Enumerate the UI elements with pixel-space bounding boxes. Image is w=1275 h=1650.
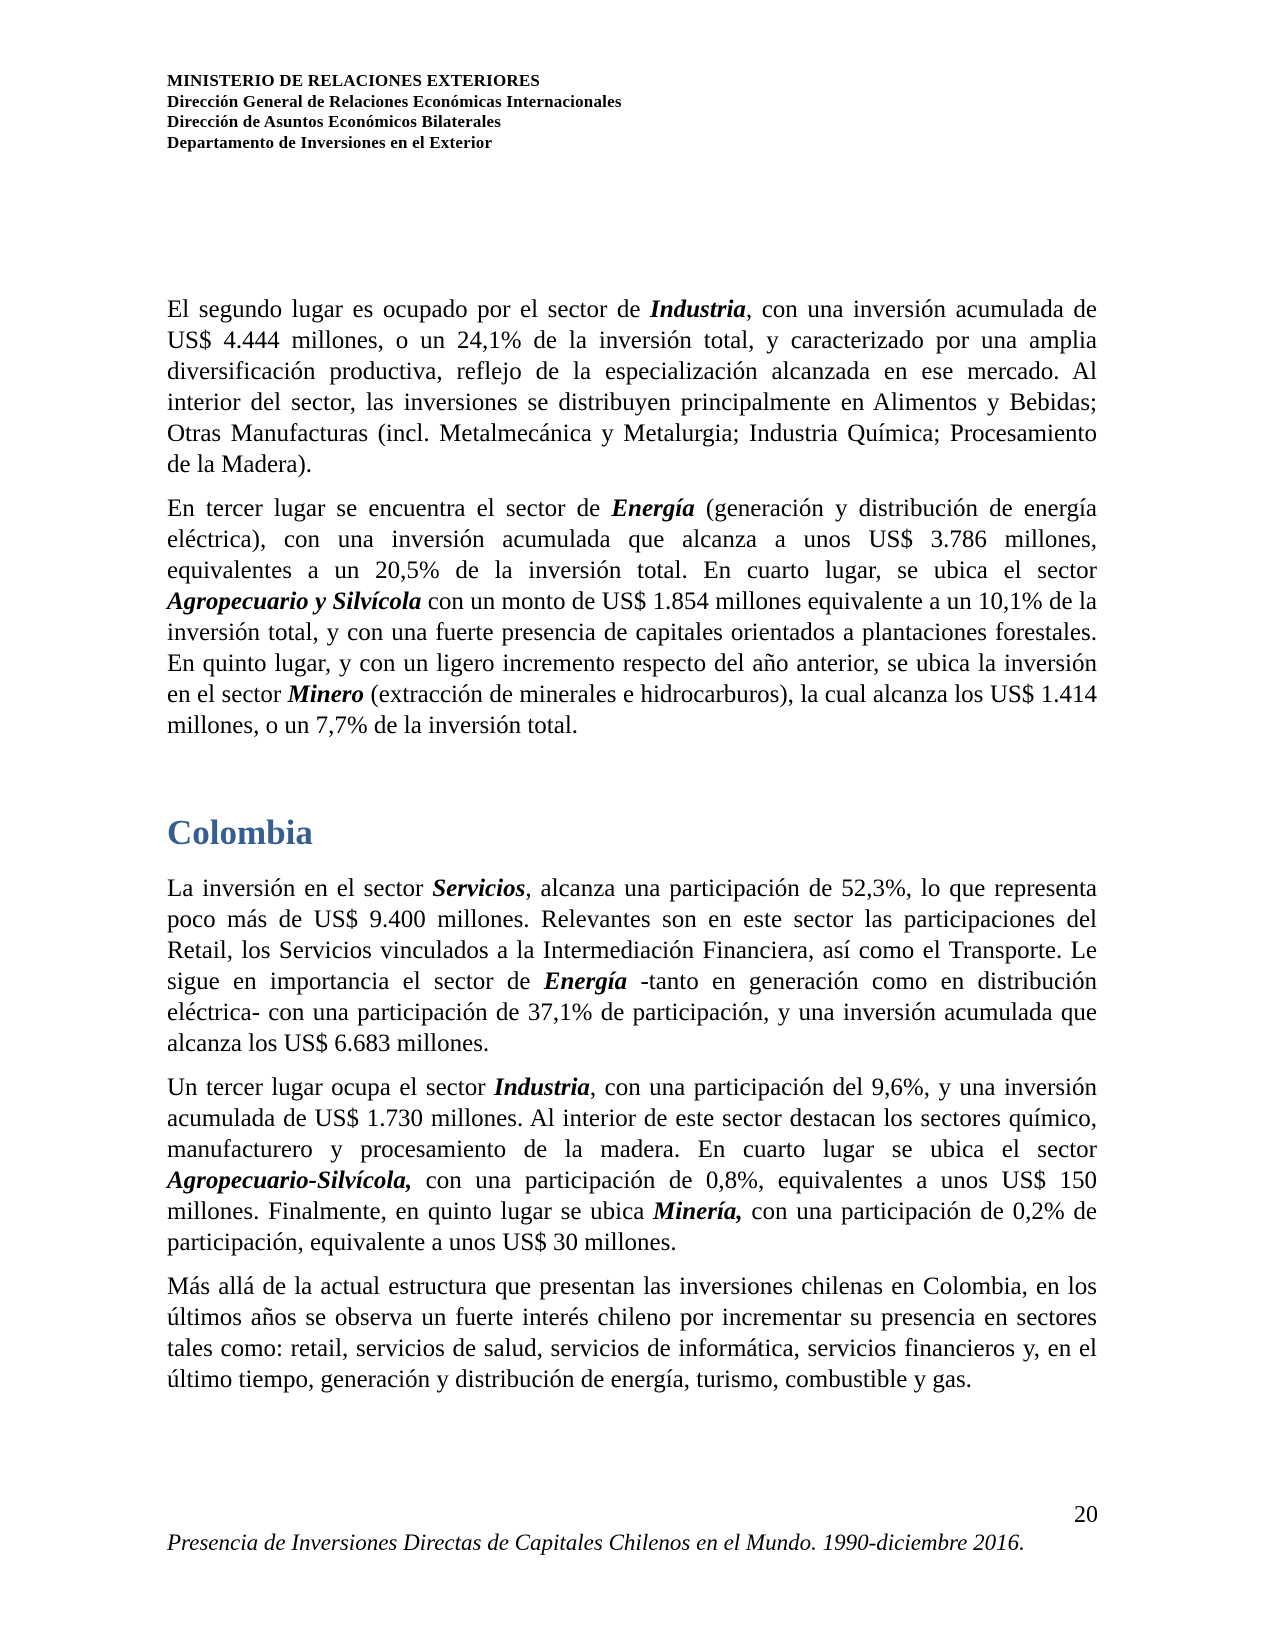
sector-emphasis-agropecuario-colombia: Agropecuario-Silvícola, (167, 1167, 413, 1195)
text-run: con un monto de US$ 1.854 millones equivalente a un 10,1% de la inversión total, y con una fuerte presencia de capitales orientados a plantaciones forestales. En quinto lugar, y con un ligero incremento respecto del año anterior, se ubica la inversión en el sector (167, 588, 1097, 708)
footer-citation: Presencia de Inversiones Directas de Capitales Chilenos en el Mundo. 1990-diciembre 2016. (167, 1530, 1025, 1555)
sector-emphasis-agropecuario: Agropecuario y Silvícola (167, 588, 422, 615)
sector-emphasis-energia: Energía (611, 495, 695, 522)
sector-emphasis-energia-colombia: Energía (543, 968, 628, 996)
text-run: con una participación de 0,8%, equivalentes a unos US$ 150 millones. Finalmente, en quinto lugar se ubica (167, 1167, 1097, 1226)
letterhead-line-direccion-asuntos: Dirección de Asuntos Económicos Bilaterales (167, 112, 502, 131)
document-body (167, 294, 1097, 1408)
text-run: , con una participación del 9,6%, y una inversión acumulada de US$ 1.730 millones. Al interior de este sector destacan los sectores químico, manufacturero y procesamiento de la madera. En cuarto lugar se ubica el sector (167, 1074, 1098, 1164)
paragraph-servicios-energia (167, 873, 1097, 1059)
text-run: Un tercer lugar ocupa el sector (167, 1074, 494, 1102)
sector-emphasis-mineria-colombia: Minería, (653, 1198, 743, 1226)
section-heading-colombia: Colombia (167, 813, 313, 852)
text-run: , con una inversión acumulada de US$ 4.444 millones, o un 24,1% de la inversión total, y caracterizado por una amplia diversificación productiva, reflejo de la especialización alcanzada en ese mercado. Al interior del sector, las inversiones se distribuyen principalmente en Alimentos y Bebidas; Otras Manufacturas (incl. Metalmecánica y Metalurgia; Industria Química; Procesamiento de la Madera). (167, 296, 1097, 478)
letterhead-line-direccion-general: Dirección General de Relaciones Económicas Internacionales (167, 91, 622, 111)
sector-emphasis-industria: Industria (650, 296, 746, 323)
text-run: (generación y distribución de energía eléctrica), con una inversión acumulada que alcanza a unos US$ 3.786 millones, equivalentes a un 20,5% de la inversión total. En cuarto lugar, se ubica el sector (167, 495, 1097, 584)
paragraph-industria (167, 294, 1097, 480)
paragraph-industria-mineria-colombia (167, 1072, 1097, 1258)
text-run: , alcanza una participación de 52,3%, lo que representa poco más de US$ 9.400 millones. Relevantes son en este sector las participaciones del Retail, los Servicios vinculados a la Intermediación Financiera, así como el Transporte. Le sigue en importancia el sector de (167, 875, 1097, 996)
text-run: El segundo lugar es ocupado por el sector de (167, 296, 651, 323)
text-run: (extracción de minerales e hidrocarburos), la cual alcanza los US$ 1.414 millones, o un 7,7% de la inversión total. (167, 681, 1097, 739)
page-number: 20 (1074, 1502, 1098, 1528)
text-run: -tanto en generación como en distribución eléctrica- con una participación de 37,1% de participación, y una inversión acumulada que alcanza los US$ 6.683 millones. (167, 968, 1097, 1058)
sector-emphasis-servicios: Servicios (432, 875, 526, 903)
letterhead-line-ministry: MINISTERIO DE RELACIONES EXTERIORES (167, 71, 541, 90)
sector-emphasis-industria-colombia: Industria (494, 1074, 590, 1102)
text-run: Más allá de la actual estructura que presentan las inversiones chilenas en Colombia, en los últimos años se observa un fuerte interés chileno por incrementar su presencia en sectores tales como: retail, servicios de salud, servicios de informática, servicios financieros y, en el último tiempo, generación y distribución de energía, turismo, combustible y gas. (167, 1273, 1097, 1394)
letterhead (167, 71, 622, 153)
text-run: En tercer lugar se encuentra el sector de (167, 495, 612, 522)
paragraph-energia-minero (167, 493, 1097, 741)
text-run: con una participación de 0,2% de participación, equivalente a unos US$ 30 millones. (167, 1198, 1098, 1257)
letterhead-line-departamento: Departamento de Inversiones en el Exterior (167, 132, 493, 152)
sector-emphasis-minero: Minero (287, 681, 365, 708)
text-run: La inversión en el sector (167, 875, 433, 903)
paragraph-perspectivas-colombia (167, 1271, 1097, 1395)
